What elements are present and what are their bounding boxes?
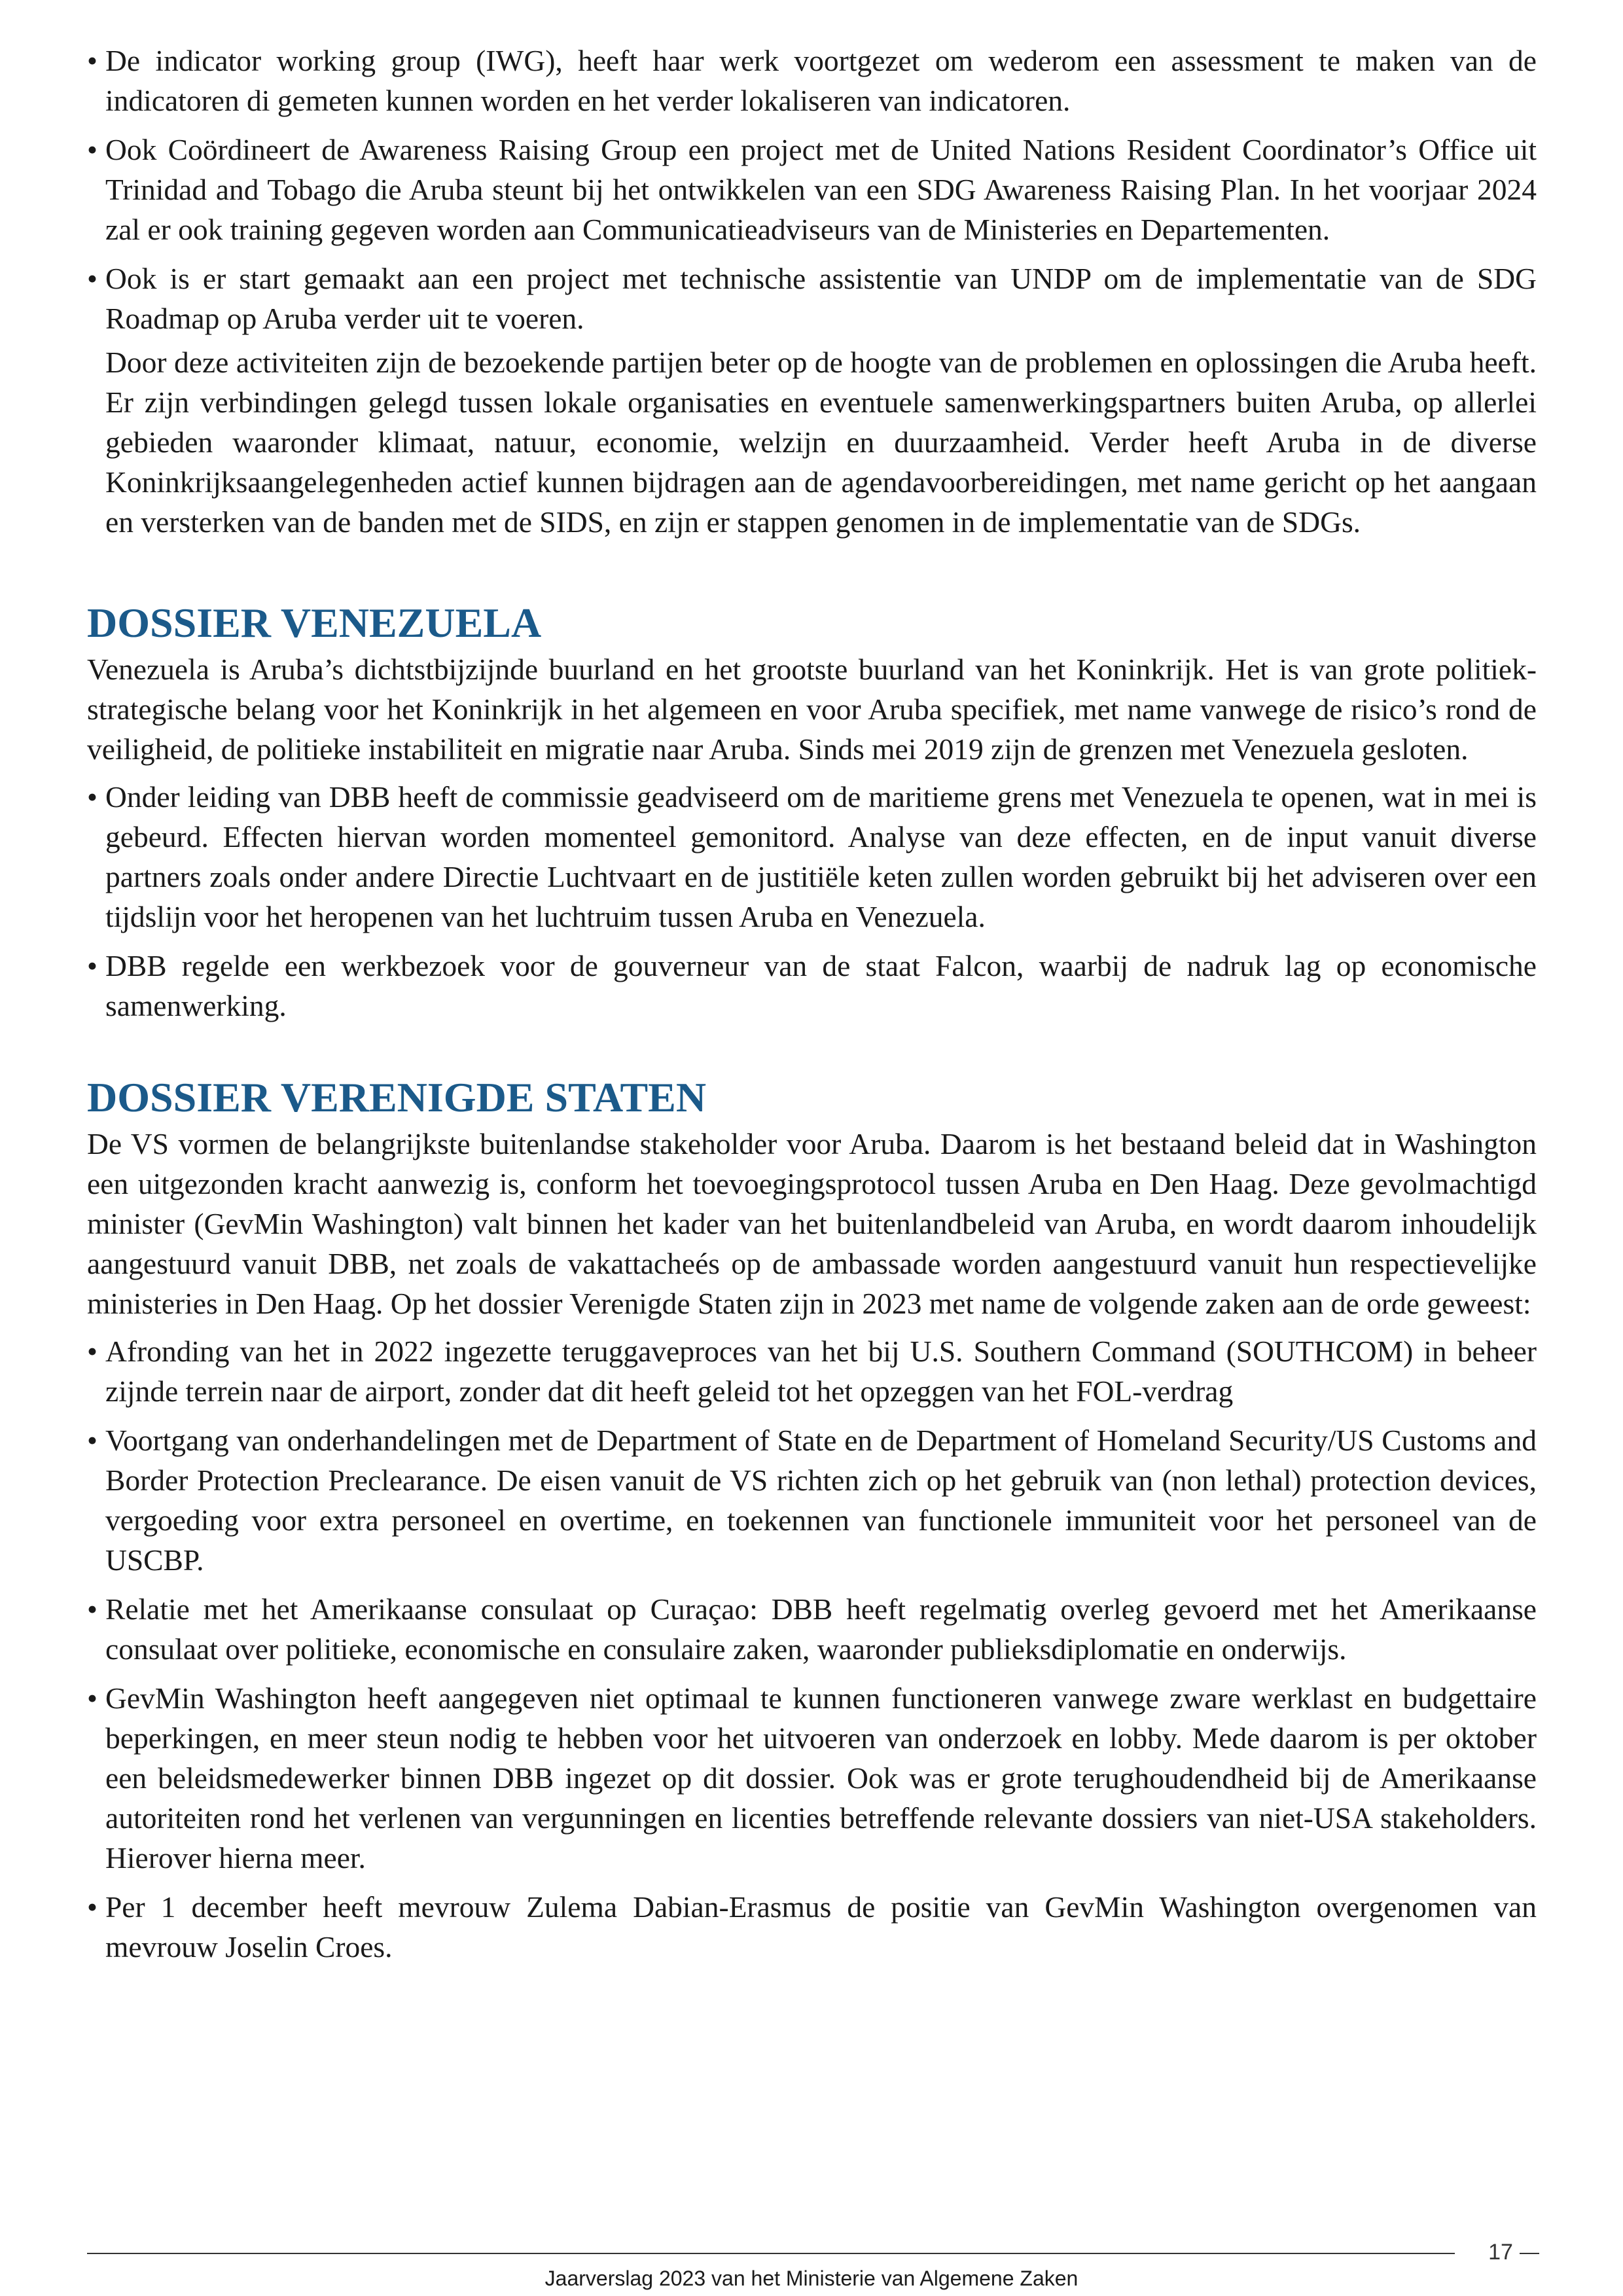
venezuela-bullet-text: Onder leiding van DBB heeft de commissie geadviseerd om de maritieme grens met Venezuela te openen, wat in mei is gebeurd. Effecten hiervan worden momenteel gemonitord. Analyse van deze effecten, en de input vanuit diverse partners zoals onder andere Directie Luchtvaart en de justitiële keten zullen worden gebruikt bij het adviseren over een tijdslijn voor het heropenen van het luchtruim tussen Aruba en Venezuela. [105,780,1537,933]
footer-rule-short [1520,2253,1539,2254]
bullet-symbol: • [87,44,98,77]
verenigde-staten-intro-paragraph: De VS vormen de belangrijkste buitenlandse stakeholder voor Aruba. Daarom is het bestaand beleid dat in Washington een uitgezonden kracht aanwezig is, conform het toevoegingsprotocol tussen Aruba en Den Haag. Deze gevolmachtigd minister (GevMin Washington) valt binnen het kader van het buitenlandbeleid van Aruba, en wordt daarom inhoudelijk aangestuurd vanuit DBB, net zoals de vakattacheés op de ambassade worden aangestuurd vanuit hun respectievelijke ministeries in Den Haag. Op het dossier Verenigde Staten zijn in 2023 met name de volgende zaken aan de orde geweest: [87,1127,1537,1320]
venezuela-bullet-text: DBB regelde een werkbezoek voor de gouverneur van de staat Falcon, waarbij de nadruk lag op economische samenwerking. [105,949,1537,1022]
bullet-symbol: • [87,1681,98,1715]
bullet-symbol: • [87,133,98,166]
venezuela-heading: DOSSIER VENEZUELA [87,600,542,646]
verenigde-staten-bullet-item [87,1589,1537,1669]
verenigde-staten-bullet-item [87,1678,1537,1878]
bullet-symbol: • [87,1424,98,1457]
intro-bullet-item [87,130,1537,249]
verenigde-staten-bullet-item [87,1331,1537,1411]
page-content [87,41,1537,1976]
page-number: 17 [1488,2240,1513,2265]
venezuela-intro-paragraph: Venezuela is Aruba’s dichtstbijzijnde buurland en het grootste buurland van het Koninkrijk. Het is van grote politiek-strategische belang voor het Koninkrijk in het algemeen en voor Aruba specifiek, met name vanwege de risico’s rond de veiligheid, de politieke instabiliteit en migratie naar Aruba. Sinds mei 2019 zijn de grenzen met Venezuela gesloten. [87,653,1537,766]
verenigde-staten-bullet-text: Voortgang van onderhandelingen met de Department of State en de Department of Homeland Security/US Customs and Border Protection Preclearance. De eisen vanuit de VS richten zich op het gebruik van (non lethal) protection devices, vergoeding voor extra personeel en overtime, en toekennen van functionele immuniteit voor het personeel van de USCBP. [105,1424,1537,1577]
verenigde-staten-heading: DOSSIER VERENIGDE STATEN [87,1074,707,1121]
verenigde-staten-bullet-text: Afronding van het in 2022 ingezette teruggaveproces van het bij U.S. Southern Command (SOUTHCOM) in beheer zijnde terrein naar de airport, zonder dat dit heeft geleid tot het opzeggen van het FOL-verdrag [105,1335,1537,1408]
bullet-symbol: • [87,1890,98,1924]
intro-bullet-text: Ook is er start gemaakt aan een project met technische assistentie van UNDP om de implementatie van de SDG Roadmap op Aruba verder uit te voeren. [105,262,1537,335]
bullet-symbol: • [87,1592,98,1626]
bullet-symbol: • [87,780,98,814]
intro-bullet-text: De indicator working group (IWG), heeft haar werk voortgezet om wederom een assessment te maken van de indicatoren di gemeten kunnen worden en het verder lokaliseren van indicatoren. [105,44,1537,117]
intro-closing-paragraph: Door deze activiteiten zijn de bezoekende partijen beter op de hoogte van de problemen en oplossingen die Aruba heeft. Er zijn verbindingen gelegd tussen lokale organisaties en eventuele samenwerkingspartners buiten Aruba, op allerlei gebieden waaronder klimaat, natuur, economie, welzijn en duurzaamheid. Verder heeft Aruba in de diverse Koninkrijksaangelegenheden actief kunnen bijdragen aan de agendavoorbereidingen, met name gericht op het aangaan en versterken van de banden met de SIDS, en zijn er stappen genomen in de implementatie van de SDGs. [105,346,1537,539]
venezuela-bullet-item [87,777,1537,937]
intro-bullet-item [87,259,1537,338]
verenigde-staten-bullet-item [87,1420,1537,1580]
intro-bullet-text: Ook Coördineert de Awareness Raising Group een project met de United Nations Resident Coordinator’s Office uit Trinidad and Tobago die Aruba steunt bij het ontwikkelen van een SDG Awareness Raising Plan. In het voorjaar 2024 zal er ook training gegeven worden aan Communicatieadviseurs van de Ministeries en Departementen. [105,133,1537,246]
verenigde-staten-bullet-item [87,1887,1537,1967]
venezuela-bullet-item [87,946,1537,1026]
verenigde-staten-bullet-text: Relatie met het Amerikaanse consulaat op Curaçao: DBB heeft regelmatig overleg gevoerd met het Amerikaanse consulaat over politieke, economische en consulaire zaken, waaronder publieksdiplomatie en onderwijs. [105,1592,1537,1666]
footer-rule [87,2253,1455,2254]
footer-title: Jaarverslag 2023 van het Ministerie van Algemene Zaken [544,2267,1079,2290]
bullet-symbol: • [87,262,98,295]
bullet-symbol: • [87,949,98,982]
intro-bullet-item [87,41,1537,120]
bullet-symbol: • [87,1335,98,1368]
verenigde-staten-bullet-text: Per 1 december heeft mevrouw Zulema Dabian-Erasmus de positie van GevMin Washington overgenomen van mevrouw Joselin Croes. [105,1890,1537,1964]
verenigde-staten-bullet-text: GevMin Washington heeft aangegeven niet optimaal te kunnen functioneren vanwege zware werklast en budgettaire beperkingen, en meer steun nodig te hebben voor het uitvoeren van onderzoek en lobby. Mede daarom is per oktober een beleidsmedewerker binnen DBB ingezet op dit dossier. Ook was er grote terughoudendheid bij de Amerikaanse autoriteiten rond het verlenen van vergunningen en licenties betreffende relevante dossiers van niet-USA stakeholders. Hierover hierna meer. [105,1681,1537,1874]
